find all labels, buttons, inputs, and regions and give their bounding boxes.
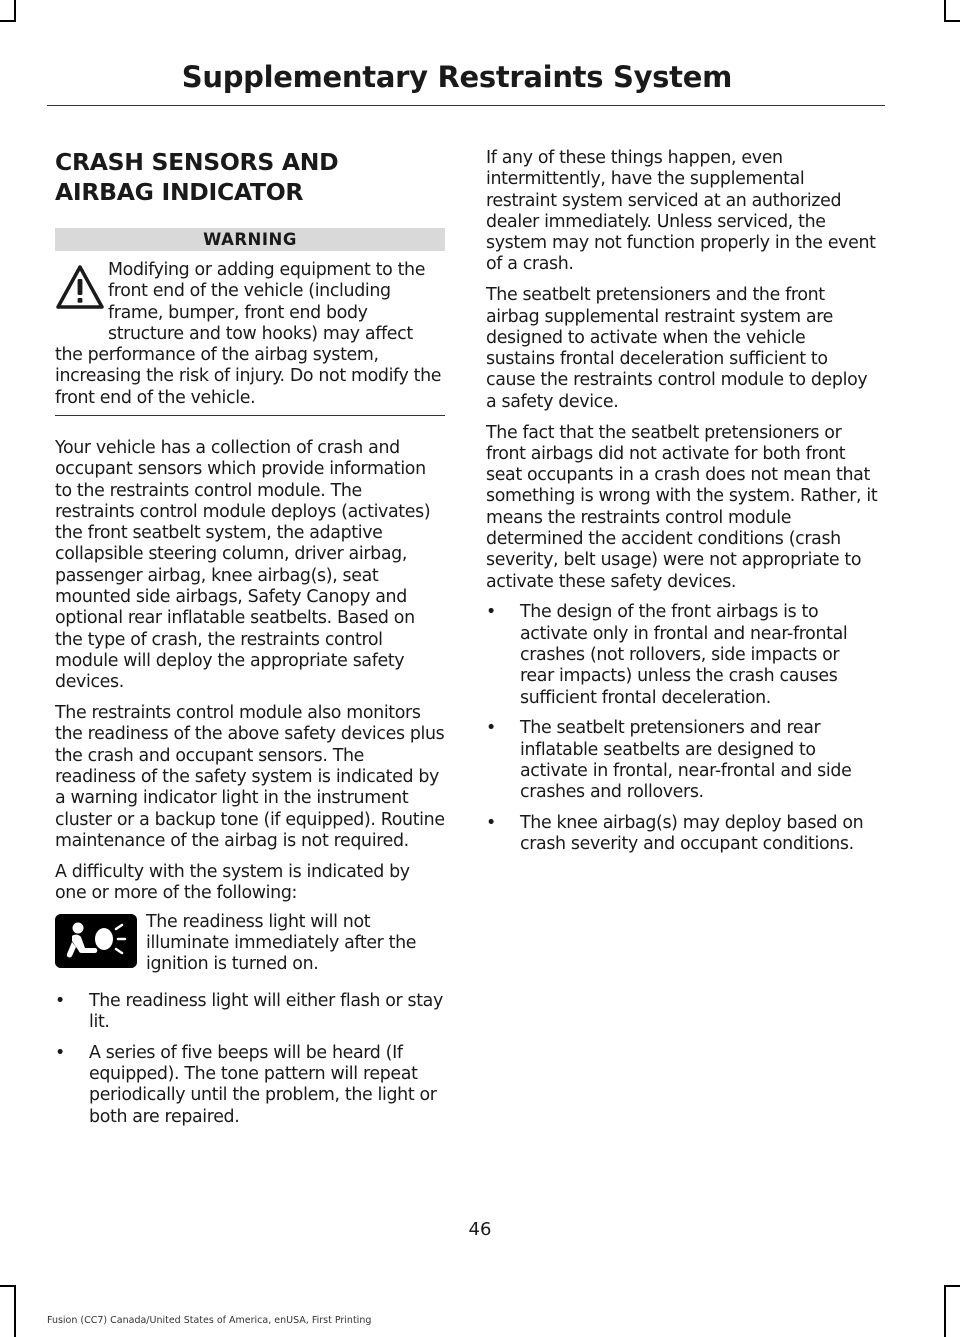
footer-text: Fusion (CC7) Canada/United States of America, enUSA, First Printing xyxy=(47,1315,372,1326)
crop-mark-bottom-left-h xyxy=(0,1285,16,1287)
warning-text-block xyxy=(55,260,445,409)
left-bullet-2-text: A series of five beeps will be heard (If equipped). The tone pattern will repeat periodically until the problem, the light or both are repaired. xyxy=(89,1042,437,1127)
crop-mark-bottom-right-v xyxy=(944,1285,946,1337)
header-rule xyxy=(47,105,885,106)
airbag-warning-icon xyxy=(55,914,137,968)
left-paragraph-2: The restraints control module also monitors the readiness of the above safety devices plus the crash and occupant sensors. The readiness of the safety system is indicated by a warning indicator light in the instrument cluster or a backup tone (if equipped). Routine maintenance of the airbag is not required. xyxy=(55,703,445,851)
warning-text: Modifying or adding equipment to the front end of the vehicle (including frame, bumper, front end body structure and tow hooks) may affect the performance of the airbag system, increasing the risk of injury. Do not modify the front end of the vehicle. xyxy=(55,260,442,408)
readiness-light-text: The readiness light will not illuminate immediately after the ignition is turned on. xyxy=(146,911,417,975)
right-bullet-1-text: The design of the front airbags is to activate only in frontal and near-frontal crashes (not rollovers, side impacts or rear impacts) unless the crash causes sufficient frontal deceleration. xyxy=(520,602,848,708)
warning-rule xyxy=(55,415,445,416)
bullet-dot: • xyxy=(55,990,65,1011)
crop-mark-bottom-right-h xyxy=(944,1285,960,1287)
section-title xyxy=(55,147,445,207)
right-bullet-2 xyxy=(486,718,878,803)
left-bullet-1-text: The readiness light will either flash or stay lit. xyxy=(89,990,443,1033)
crop-mark-top-right-v xyxy=(944,0,946,22)
left-bullet-1 xyxy=(55,991,445,1034)
bullet-dot: • xyxy=(55,1042,65,1063)
left-paragraph-3: A difficulty with the system is indicated by one or more of the following: xyxy=(55,861,410,903)
left-body xyxy=(55,438,445,1138)
right-bullet-1 xyxy=(486,602,878,708)
right-body xyxy=(486,148,878,865)
crop-mark-top-left-h xyxy=(0,20,16,22)
readiness-light-block xyxy=(55,911,445,984)
bullet-dot: • xyxy=(486,813,496,834)
crop-mark-bottom-left-v xyxy=(14,1285,16,1337)
left-bullet-2 xyxy=(55,1043,445,1128)
page-number: 46 xyxy=(468,1219,492,1240)
bullet-dot: • xyxy=(486,718,496,739)
page-header-title: Supplementary Restraints System xyxy=(181,60,732,94)
right-bullet-3-text: The knee airbag(s) may deploy based on crash severity and occupant conditions. xyxy=(520,813,864,855)
crop-mark-top-right-h xyxy=(944,20,960,22)
warning-label: WARNING xyxy=(55,228,445,251)
right-paragraph-2: The seatbelt pretensioners and the front airbag supplemental restraint system are designed to activate when the vehicle sustains frontal deceleration sufficient to cause the restraints control module to deploy a safety device. xyxy=(486,285,868,412)
right-paragraph-1: If any of these things happen, even intermittently, have the supplemental restraint system serviced at an authorized dealer immediately. Unless serviced, the system may not function properly in the event of a crash. xyxy=(486,148,876,275)
crop-mark-top-left-v xyxy=(14,0,16,22)
section-title-line2: AIRBAG INDICATOR xyxy=(55,178,304,206)
section-title-line1: CRASH SENSORS AND xyxy=(55,148,339,176)
right-bullet-3 xyxy=(486,813,878,856)
bullet-dot: • xyxy=(486,602,496,623)
right-paragraph-3: The fact that the seatbelt pretensioners or front airbags did not activate for both front seat occupants in a crash does not mean that something is wrong with the system. Rather, it means the restraints control module determined the accident conditions (crash severity, belt usage) were not appropriate to activate these safety devices. xyxy=(486,422,878,592)
left-paragraph-1: Your vehicle has a collection of crash and occupant sensors which provide information to the restraints control module. The restraints control module deploys (activates) the front seatbelt system, the adaptive collapsible steering column, driver airbag, passenger airbag, knee airbag(s), seat mounted side airbags, Safety Canopy and optional rear inflatable seatbelts. Based on the type of crash, the restraints control module will deploy the appropriate safety devices. xyxy=(55,438,431,693)
right-bullet-2-text: The seatbelt pretensioners and rear inflatable seatbelts are designed to activate in frontal, near-frontal and side crashes and rollovers. xyxy=(520,718,852,803)
